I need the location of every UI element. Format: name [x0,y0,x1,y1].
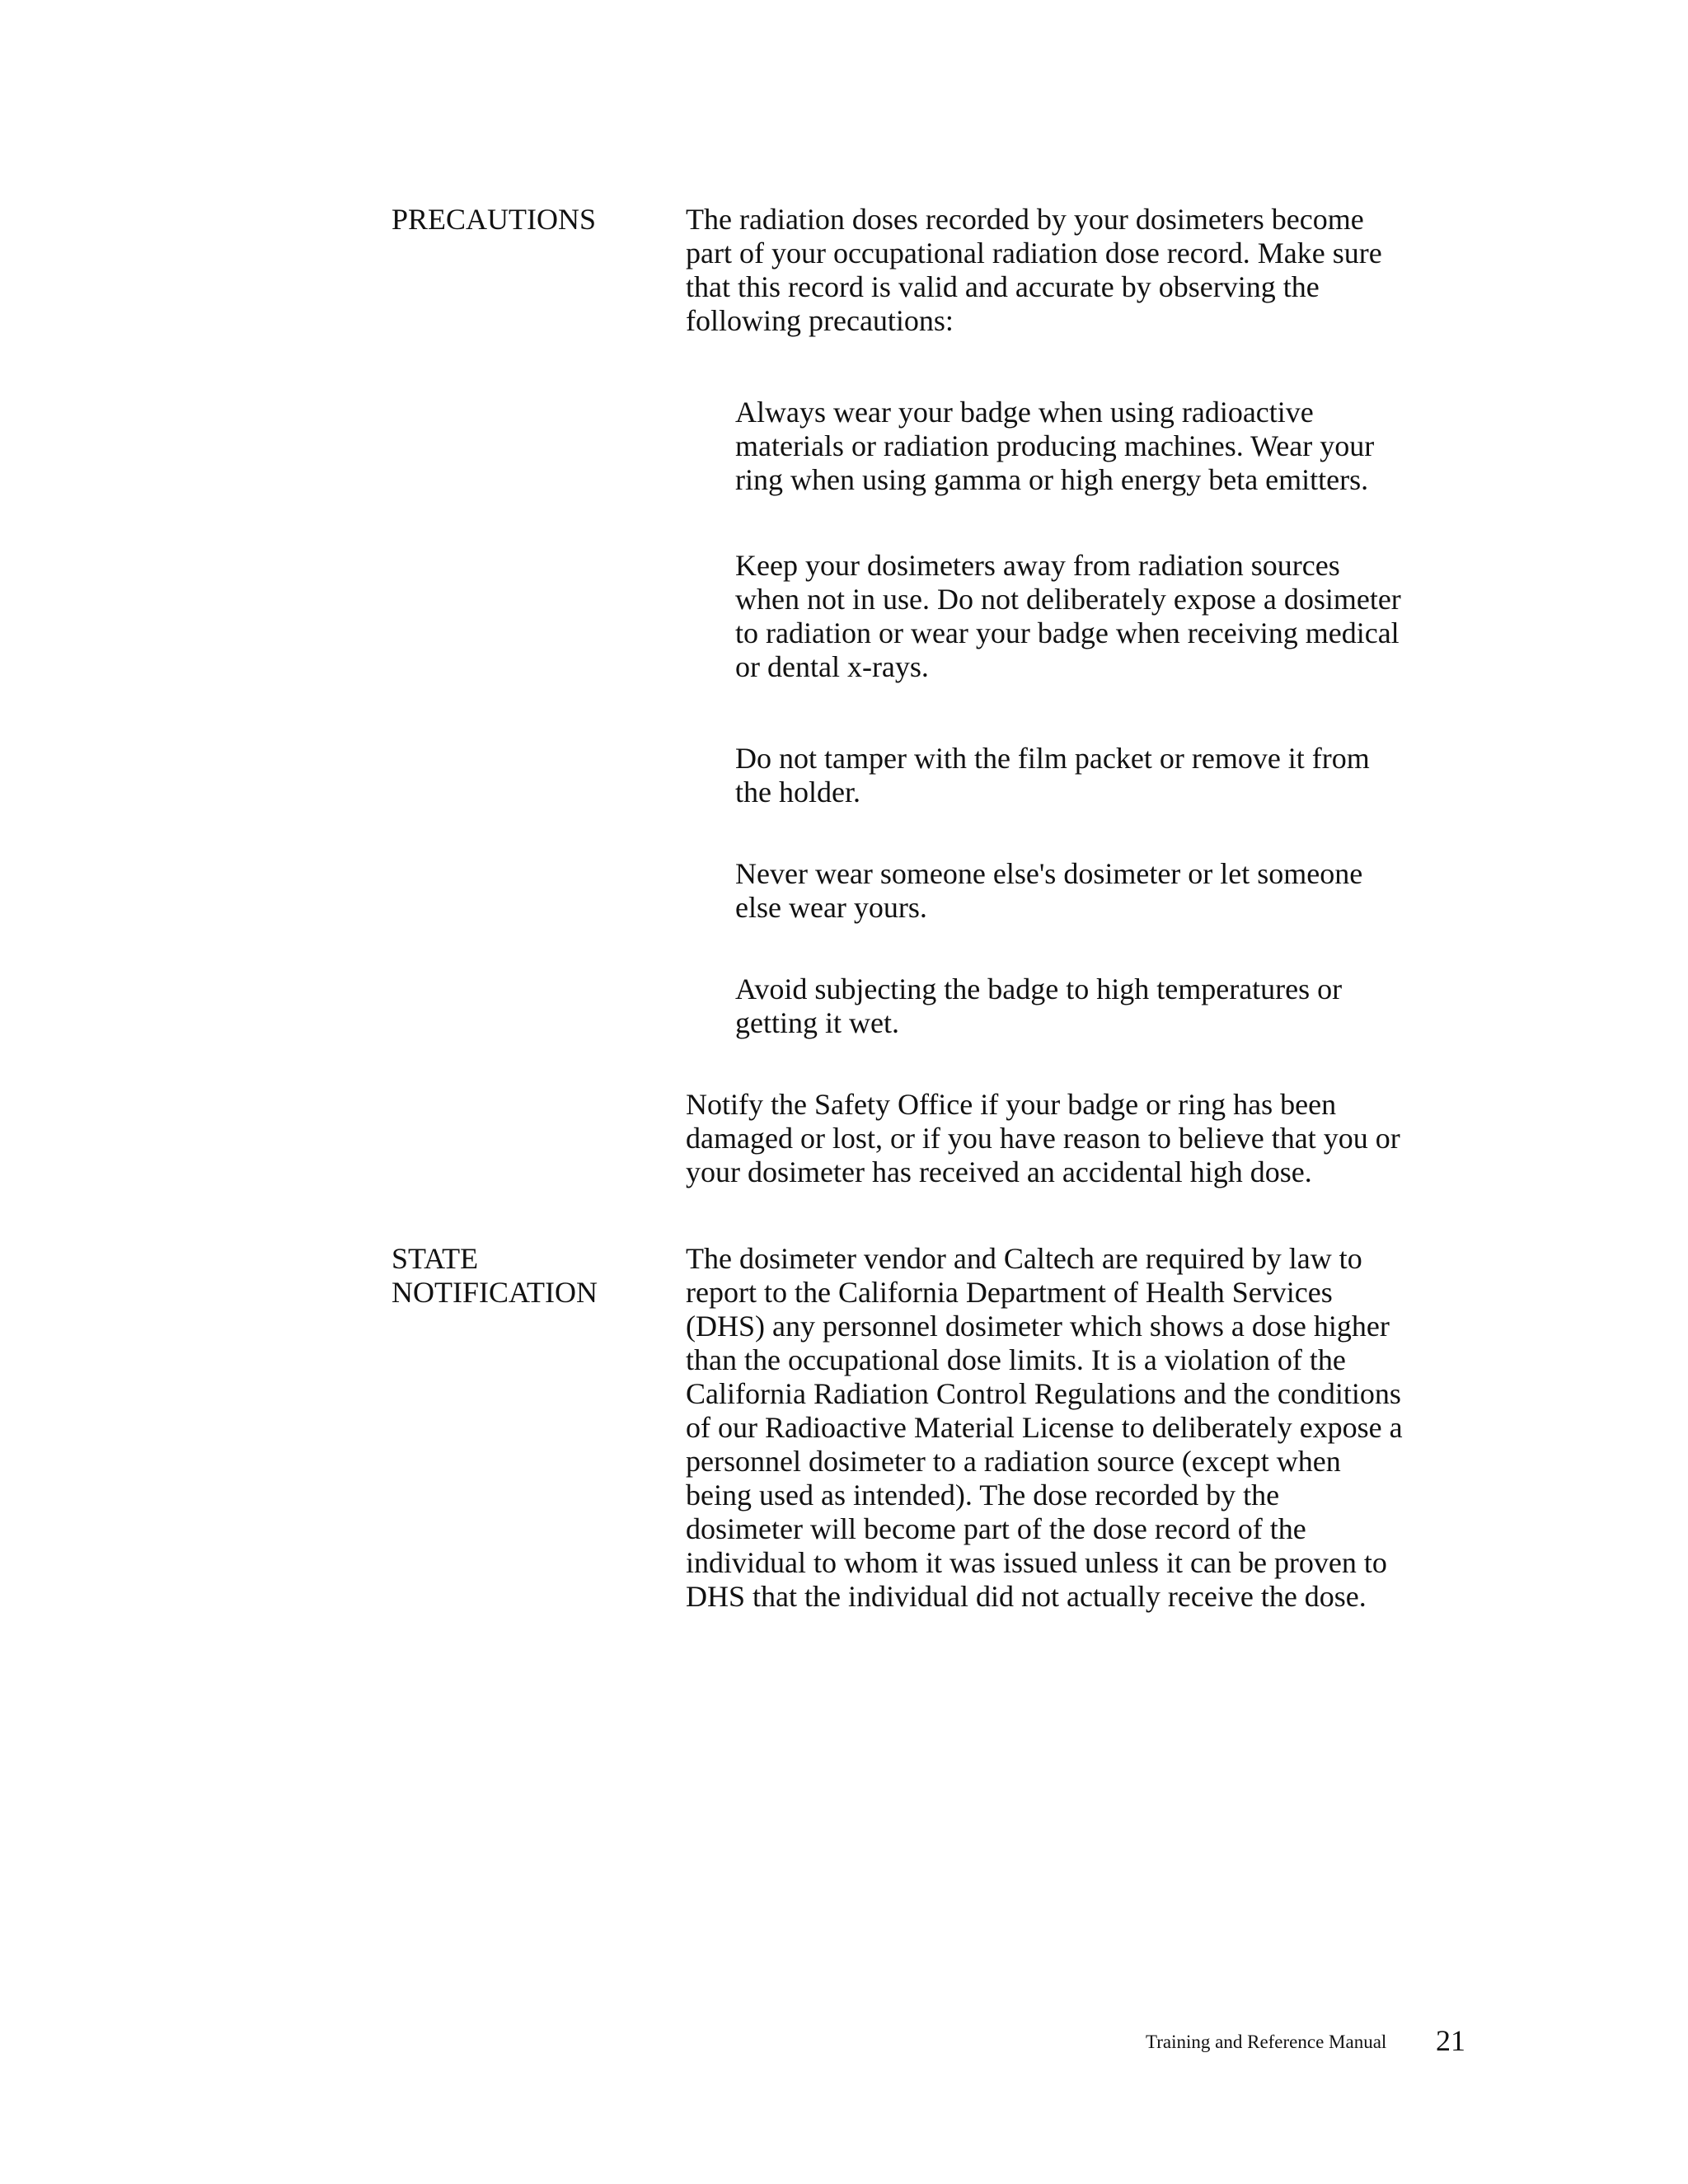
precaution-item: Always wear your badge when using radioactive materials or radiation producing machines. Wear your ring when using gamma or high energy beta emitters. [735,396,1375,496]
precautions-intro: The radiation doses recorded by your dosimeters become part of your occupational radiation dose record. Make sure that this record is valid and accurate by observing the following precautions: [686,203,1382,337]
page-number: 21 [1436,2024,1465,2057]
precaution-item: Never wear someone else's dosimeter or let someone else wear yours. [735,857,1363,924]
precaution-item: Do not tamper with the film packet or remove it from the holder. [735,742,1370,808]
precautions-closing: Notify the Safety Office if your badge or ring has been damaged or lost, or if you have reason to believe that you or your dosimeter has received an accidental high dose. [686,1088,1400,1188]
precaution-item: Avoid subjecting the badge to high temperatures or getting it wet. [735,972,1343,1039]
state-notification-heading: STATE NOTIFICATION [392,1242,598,1309]
precautions-heading: PRECAUTIONS [392,203,597,236]
footer-label: Training and Reference Manual [1146,2032,1387,2052]
precaution-item: Keep your dosimeters away from radiation sources when not in use. Do not deliberately expose a dosimeter to radiation or wear your badge when receiving medical or dental x-rays. [735,549,1401,683]
state-notification-body: The dosimeter vendor and Caltech are required by law to report to the California Department of Health Services (DHS) any personnel dosimeter which shows a dose higher than the occupational dose limits. It is a violation of the California Radiation Control Regulations and the conditions of our Radioactive Material License to deliberately expose a personnel dosimeter to a radiation source (except when being used as intended). The dose recorded by the dosimeter will become part of the dose record of the individual to whom it was issued unless it can be proven to DHS that the individual did not actually receive the dose. [686,1242,1403,1613]
